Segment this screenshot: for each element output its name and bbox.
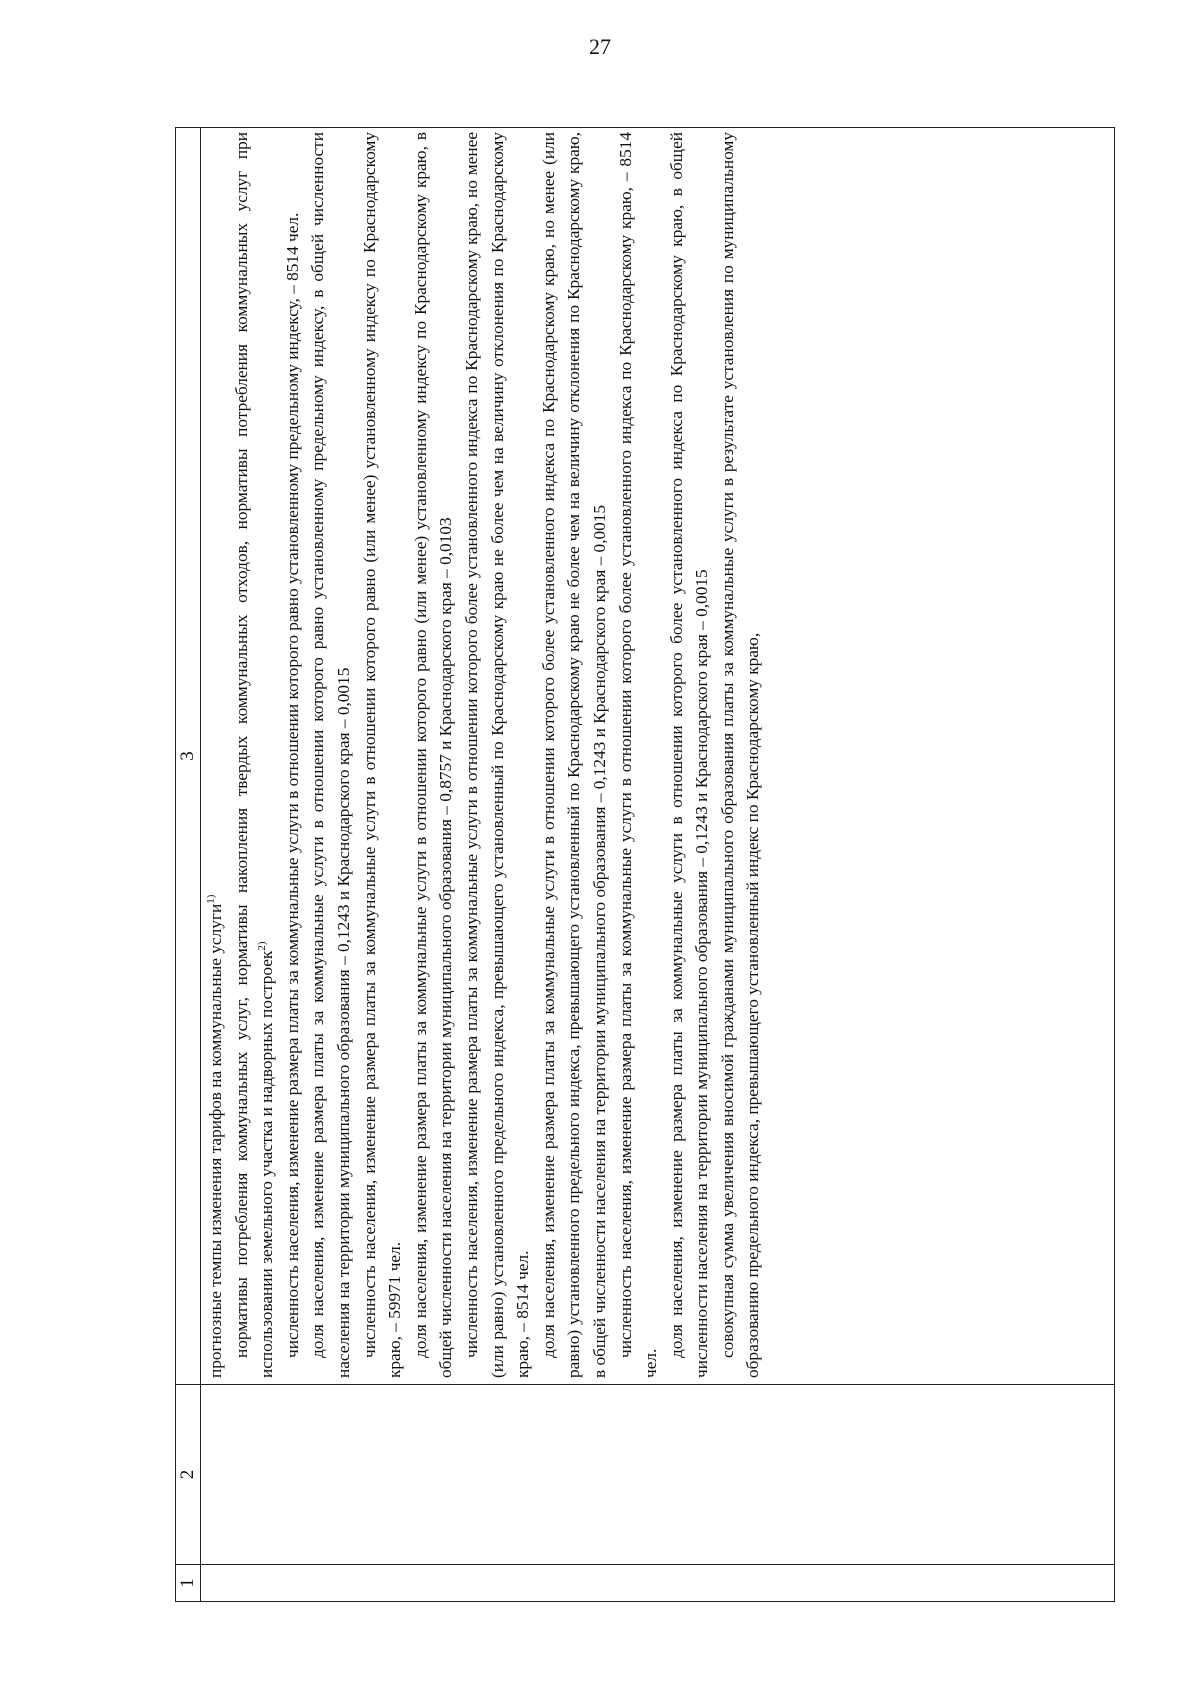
paragraph: численность населения, изменение размера платы за коммунальные услуги в отношении которого более установленного индекса по Краснодарскому краю, – 8514 чел.	[615, 132, 661, 1378]
cell-col-2	[201, 1385, 1115, 1565]
paragraph: численность населения, изменение размера платы за коммунальные услуги в отношении которого более установленного индекса по Краснодарскому краю, но менее (или равно) установленного предельного индекса, превышающего установленный по Краснодарскому краю не более чем на величину отклонения по Краснодарскому краю, – 8514 чел.	[461, 132, 533, 1378]
paragraph: доля населения, изменение размера платы за коммунальные услуги в отношении которого равно (или менее) установленному индексу по Краснодарскому краю, в общей численности населения на территории муниципального образования – 0,8757 и Краснодарского края – 0,0103	[410, 132, 456, 1378]
rotated-table-container	[175, 127, 1115, 1602]
paragraph: доля населения, изменение размера платы за коммунальные услуги в отношении которого более установленного индекса по Краснодарскому краю, в общей численности населения на территории муниципального образования – 0,1243 и Краснодарского края – 0,0015	[666, 132, 712, 1378]
cell-col-1	[201, 1565, 1115, 1602]
page-number: 27	[589, 34, 611, 59]
cell-col-3	[201, 128, 1115, 1385]
paragraph: доля населения, изменение размера платы за коммунальные услуги в отношении которого равно установленному предельному индексу, в общей численности населения на территории муниципального образования – 0,1243 и Краснодарского края – 0,0015	[308, 132, 353, 1378]
paragraph: численность населения, изменение размера платы за коммунальные услуги в отношении которого равно установленному предельному индексу, – 8514 чел.	[282, 212, 302, 1358]
paragraph: численность населения, изменение размера платы за коммунальные услуги в отношении которого равно (или менее) установленному индексу по Краснодарскому краю, – 59971 чел.	[359, 132, 405, 1378]
table-header-row	[176, 128, 201, 1602]
paragraph: совокупная сумма увеличения вносимой гражданами муниципального образования платы за коммунальные услуги в результате установления по муниципальному образованию предельного индекса, превышающего установленный индекс по Краснодарскому краю,	[717, 132, 763, 1378]
header-col-2: 2	[176, 1385, 201, 1565]
footnote-marker: 2)	[256, 941, 269, 951]
header-col-3: 3	[176, 128, 201, 1385]
table-row	[201, 128, 1115, 1602]
footnote-marker: 1)	[205, 894, 218, 904]
header-col-1: 1	[176, 1565, 201, 1602]
paragraph-tariff-rates: прогнозные темпы изменения тарифов на коммунальные услуги$^{1)}$	[205, 894, 225, 1378]
document-table	[175, 127, 1115, 1602]
paragraph-consumption-norms: нормативы потребления коммунальных услуг, нормативы накопления твердых коммунальных отходов, нормативы потребления коммунальных услуг при использовании земельного участка и надворных построек$^{2)}$	[231, 132, 277, 1378]
cell-col-3-text	[201, 128, 766, 1384]
paragraph: доля населения, изменение размера платы за коммунальные услуги в отношении которого более установленного индекса по Краснодарскому краю, но менее (или равно) установленного предельного индекса, превышающего установленный по Краснодарскому краю не более чем на величину отклонения по Краснодарскому краю, в общей численности населения на территории муниципального образования – 0,1243 и Краснодарского края – 0,0015	[538, 132, 609, 1378]
